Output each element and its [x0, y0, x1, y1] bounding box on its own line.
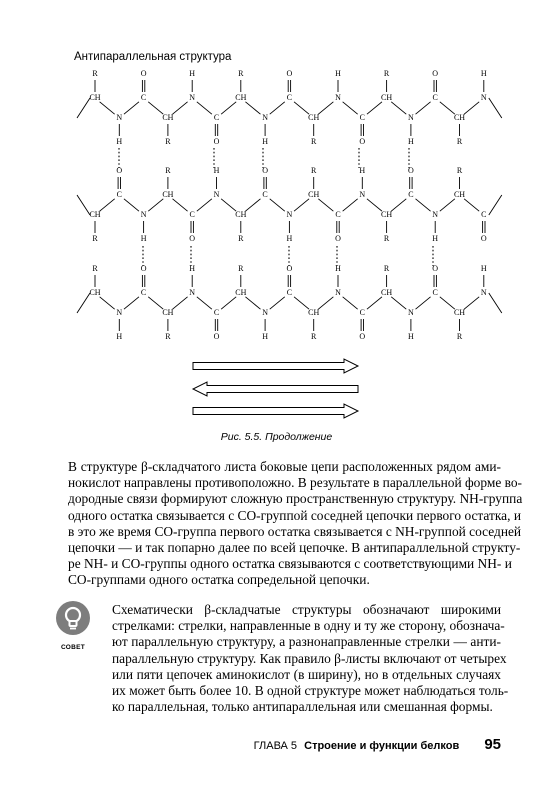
- nitrogen-label: N: [213, 189, 220, 199]
- page-footer: [254, 736, 501, 753]
- backbone-bond: [197, 102, 212, 114]
- r-group-label: R: [165, 331, 171, 341]
- oxygen-label: O: [116, 165, 123, 175]
- backbone-bond: [100, 102, 115, 114]
- footer-section: Строение и функции белков: [304, 740, 460, 752]
- carbon-label: C: [335, 209, 341, 219]
- hydrogen-label: H: [408, 331, 414, 341]
- backbone-bond: [173, 297, 188, 309]
- r-group-label: R: [92, 263, 98, 273]
- backbone-bond: [124, 102, 139, 114]
- backbone-bond: [367, 297, 382, 309]
- carbon-label: C: [432, 287, 438, 297]
- hydrogen-label: H: [189, 263, 196, 273]
- c-alpha-label: CH: [308, 307, 320, 317]
- backbone-bond: [318, 297, 333, 309]
- body-line: цепочки — и так попарно далее по всей цепочке. В антипараллельной структу-: [68, 540, 521, 556]
- backbone-bond: [197, 297, 212, 309]
- r-group-label: R: [165, 136, 171, 146]
- hydrogen-label: H: [480, 263, 487, 273]
- oxygen-label: O: [140, 68, 147, 78]
- backbone-bond: [440, 199, 455, 211]
- c-alpha-label: CH: [381, 209, 393, 219]
- tip-paragraph: [112, 602, 509, 715]
- c-alpha-label: CH: [235, 287, 247, 297]
- nitrogen-label: N: [408, 307, 414, 317]
- backbone-bond: [294, 297, 309, 309]
- c-alpha-label: CH: [235, 209, 247, 219]
- backbone-bond: [416, 297, 431, 309]
- backbone-bond: [100, 199, 115, 211]
- hydrogen-label: H: [286, 233, 293, 243]
- backbone-bond: [270, 199, 285, 211]
- oxygen-label: O: [213, 136, 220, 146]
- oxygen-label: O: [359, 136, 366, 146]
- carbon-label: C: [359, 112, 365, 122]
- backbone-bond: [100, 297, 115, 309]
- tip-line: ко параллельная, только антипараллельная или смешанная формы.: [112, 699, 493, 715]
- carbon-label: C: [116, 189, 122, 199]
- tip-line: стрелками: стрелки, направленные в одну и ту же сторону, обознача-: [112, 618, 505, 634]
- carbon-label: C: [408, 189, 414, 199]
- nitrogen-label: N: [408, 112, 414, 122]
- tip-line: Схематически β-складчатые структуры обозначают широкими: [112, 602, 501, 617]
- chain-end-bond: [77, 195, 90, 215]
- body-line: одного остатка связывается с CO-группой соседней цепочки первого остатка, и: [68, 507, 521, 523]
- carbon-label: C: [286, 92, 293, 102]
- backbone-bond: [124, 297, 139, 309]
- hydrogen-label: H: [116, 136, 123, 146]
- tip-line: их может быть более 10. В одной структуре может наблюдаться толь-: [112, 683, 509, 699]
- backbone-bond: [270, 102, 285, 114]
- r-group-label: R: [238, 263, 244, 273]
- nitrogen-label: N: [262, 112, 268, 122]
- hydrogen-label: H: [189, 68, 196, 78]
- backbone-bond: [148, 297, 163, 309]
- backbone-bond: [173, 199, 188, 211]
- chain-end-bond: [489, 195, 502, 215]
- carbon-label: C: [140, 287, 147, 297]
- c-alpha-label: CH: [381, 92, 393, 102]
- oxygen-label: O: [480, 233, 487, 243]
- oxygen-label: O: [213, 331, 220, 341]
- backbone-bond: [416, 102, 431, 114]
- nitrogen-label: N: [116, 112, 123, 122]
- body-line: CO-группами одного остатка сопредельной цепочки.: [68, 572, 370, 588]
- strand-arrow-right: [193, 359, 358, 373]
- backbone-bond: [148, 102, 163, 114]
- backbone-bond: [343, 102, 358, 114]
- nitrogen-label: N: [286, 209, 293, 219]
- r-group-label: R: [311, 136, 317, 146]
- backbone-bond: [464, 102, 479, 114]
- carbon-label: C: [286, 287, 293, 297]
- carbon-label: C: [213, 307, 220, 317]
- figure-caption: Рис. 5.5. Продолжение: [220, 431, 333, 443]
- nitrogen-label: N: [359, 189, 366, 199]
- nitrogen-label: N: [140, 209, 147, 219]
- c-alpha-label: CH: [308, 189, 320, 199]
- c-alpha-label: CH: [89, 287, 101, 297]
- chain-end-bond: [77, 293, 90, 313]
- carbon-label: C: [359, 307, 365, 317]
- body-line: дородные связи формируют сложную пространственную структуру. NH-группа: [68, 491, 523, 507]
- oxygen-label: O: [140, 263, 147, 273]
- backbone-bond: [318, 102, 333, 114]
- backbone-bond: [464, 199, 479, 211]
- backbone-bond: [343, 297, 358, 309]
- backbone-bond: [124, 199, 139, 211]
- body-line: ре NH- и CO-группы одного остатка связываются с соответствующими NH- и: [68, 556, 512, 572]
- backbone-bond: [440, 102, 455, 114]
- oxygen-label: O: [286, 263, 293, 273]
- chain-end-bond: [489, 98, 502, 118]
- backbone-bond: [221, 297, 236, 309]
- oxygen-label: O: [408, 165, 414, 175]
- r-group-label: R: [383, 233, 390, 243]
- oxygen-label: O: [335, 233, 341, 243]
- backbone-bond: [367, 102, 382, 114]
- hydrogen-label: H: [213, 165, 220, 175]
- figure-title: Антипараллельная структура: [74, 51, 232, 63]
- backbone-bond: [245, 199, 260, 211]
- backbone-bond: [391, 297, 406, 309]
- chain-end-bond: [77, 98, 90, 118]
- carbon-label: C: [481, 209, 487, 219]
- backbone-bond: [391, 199, 406, 211]
- carbon-label: C: [213, 112, 220, 122]
- backbone-bond: [245, 102, 260, 114]
- r-group-label: R: [311, 331, 317, 341]
- c-alpha-label: CH: [381, 287, 393, 297]
- backbone-bond: [440, 297, 455, 309]
- hydrogen-label: H: [408, 136, 414, 146]
- r-group-label: R: [311, 165, 317, 175]
- nitrogen-label: N: [189, 92, 196, 102]
- body-line: в это же время CO-группа первого остатка связывается с NH-группой соседней: [68, 523, 522, 539]
- hydrogen-label: H: [480, 68, 487, 78]
- r-group-label: R: [238, 68, 244, 78]
- r-group-label: R: [383, 68, 390, 78]
- c-alpha-label: CH: [162, 112, 174, 122]
- backbone-bond: [464, 297, 479, 309]
- nitrogen-label: N: [335, 92, 341, 102]
- hydrogen-label: H: [262, 136, 268, 146]
- backbone-bond: [343, 199, 358, 211]
- r-group-label: R: [92, 68, 98, 78]
- r-group-label: R: [238, 233, 244, 243]
- r-group-label: R: [383, 263, 390, 273]
- c-alpha-label: CH: [308, 112, 320, 122]
- backbone-bond: [173, 102, 188, 114]
- strand-arrow-right: [193, 404, 358, 418]
- c-alpha-label: CH: [89, 209, 101, 219]
- backbone-bond: [221, 199, 236, 211]
- nitrogen-label: N: [335, 287, 341, 297]
- r-group-label: R: [456, 331, 463, 341]
- nitrogen-label: N: [189, 287, 196, 297]
- hydrogen-label: H: [335, 68, 341, 78]
- oxygen-label: O: [432, 263, 439, 273]
- c-alpha-label: CH: [89, 92, 101, 102]
- nitrogen-label: N: [432, 209, 439, 219]
- carbon-label: C: [140, 92, 147, 102]
- backbone-bond: [367, 199, 382, 211]
- c-alpha-label: CH: [453, 112, 466, 122]
- body-line: нокислот направлены противоположно. В результате в параллельной форме во-: [68, 475, 523, 491]
- body-line: В структуре β-складчатого листа боковые цепи расположенных рядом ами-: [68, 459, 501, 474]
- backbone-bond: [391, 102, 406, 114]
- c-alpha-label: CH: [453, 189, 466, 199]
- strand-arrow-left: [193, 382, 358, 396]
- c-alpha-label: CH: [453, 307, 466, 317]
- oxygen-label: O: [432, 68, 439, 78]
- oxygen-label: O: [286, 68, 293, 78]
- body-paragraph: [68, 459, 523, 589]
- backbone-bond: [221, 102, 236, 114]
- oxygen-label: O: [262, 165, 268, 175]
- backbone-bond: [294, 199, 309, 211]
- tip-line: параллельную структуру. Как правило β-листы включают от четырех: [112, 650, 507, 666]
- nitrogen-label: N: [116, 307, 123, 317]
- hydrogen-label: H: [140, 233, 147, 243]
- hydrogen-label: H: [432, 233, 439, 243]
- lightbulb-icon: [55, 600, 91, 636]
- carbon-label: C: [262, 189, 268, 199]
- r-group-label: R: [456, 136, 463, 146]
- backbone-bond: [245, 297, 260, 309]
- tip-label: СОВЕТ: [60, 644, 86, 651]
- nitrogen-label: N: [480, 92, 487, 102]
- tip-line: или пяти цепочек аминокислот (в ширину), но в отдельных случаях: [112, 666, 501, 682]
- backbone-bond: [197, 199, 212, 211]
- c-alpha-label: CH: [162, 307, 174, 317]
- hydrogen-label: H: [116, 331, 123, 341]
- nitrogen-label: N: [480, 287, 487, 297]
- backbone-bond: [294, 102, 309, 114]
- hydrogen-label: H: [262, 331, 268, 341]
- hydrogen-label: H: [359, 165, 366, 175]
- carbon-label: C: [189, 209, 195, 219]
- chain-end-bond: [489, 293, 502, 313]
- tip-line: ют параллельную структуру, а разнонаправленные стрелки — анти-: [112, 634, 501, 650]
- c-alpha-label: CH: [162, 189, 174, 199]
- c-alpha-label: CH: [235, 92, 247, 102]
- r-group-label: R: [456, 165, 463, 175]
- page-number: 95: [484, 736, 501, 753]
- backbone-bond: [148, 199, 163, 211]
- backbone-bond: [318, 199, 333, 211]
- carbon-label: C: [432, 92, 438, 102]
- oxygen-label: O: [359, 331, 366, 341]
- backbone-bond: [270, 297, 285, 309]
- hydrogen-label: H: [335, 263, 341, 273]
- footer-chapter: ГЛАВА 5: [253, 740, 298, 752]
- backbone-bond: [416, 199, 431, 211]
- r-group-label: R: [92, 233, 98, 243]
- oxygen-label: O: [189, 233, 196, 243]
- nitrogen-label: N: [262, 307, 268, 317]
- r-group-label: R: [165, 165, 171, 175]
